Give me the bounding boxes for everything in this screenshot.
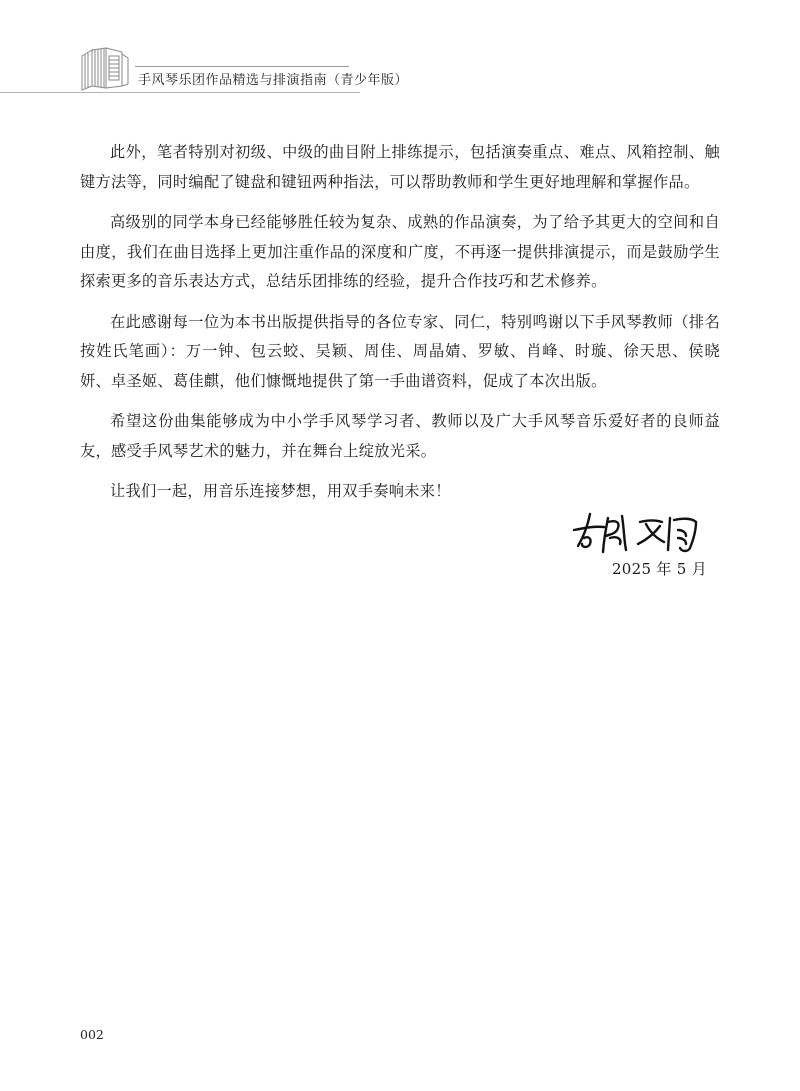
- accordion-icon: [76, 42, 132, 92]
- paragraph: 希望这份曲集能够成为中小学手风琴学习者、教师以及广大手风琴音乐爱好者的良师益友，感受手风琴艺术的魅力，并在舞台上绽放光采。: [80, 412, 720, 460]
- handwritten-signature: [570, 508, 720, 556]
- header-rule-bottom: [0, 92, 360, 93]
- date: 2025 年 5 月: [611, 560, 707, 578]
- paragraph: 在此感谢每一位为本书出版提供指导的各位专家、同仁，特别鸣谢以下手风琴教师（排名按姓氏笔画）：万一钟、包云蛟、吴颖、周佳、周晶婧、罗敏、肖峰、时璇、徐天思、侯晓妍、卓圣姬、葛佳麒，他们慷慨地提供了第一手曲谱资料，促成了本次出版。: [80, 312, 720, 390]
- paragraph: 让我们一起，用音乐连接梦想，用双手奏响未来！: [110, 482, 451, 500]
- body-text: [80, 138, 720, 518]
- paragraph: 此外，笔者特别对初级、中级的曲目附上排练提示，包括演奏重点、难点、风箱控制、触键方法等，同时编配了键盘和键钮两种指法，可以帮助教师和学生更好地理解和掌握作品。: [80, 143, 720, 191]
- paragraph: 高级别的同学本身已经能够胜任较为复杂、成熟的作品演奏，为了给予其更大的空间和自由度，我们在曲目选择上更加注重作品的深度和广度，不再逐一提供排演提示，而是鼓励学生探索更多的音乐表达方式，总结乐团排练的经验，提升合作技巧和艺术修养。: [80, 213, 720, 290]
- running-header: [0, 40, 800, 100]
- header-rule-top: [135, 66, 349, 67]
- header-title: 手风琴乐团作品精选与排演指南（青少年版）: [138, 73, 409, 88]
- page-number: 002: [80, 1027, 104, 1042]
